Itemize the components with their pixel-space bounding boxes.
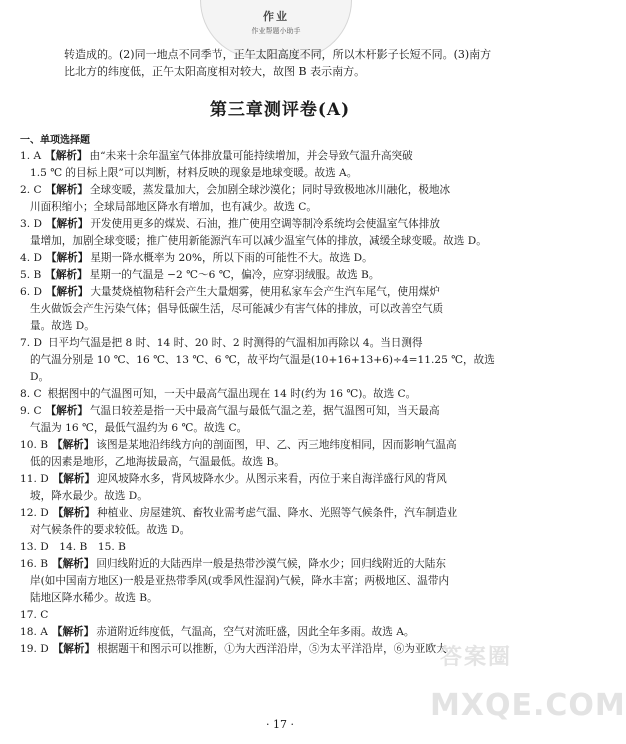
intro-paragraph	[64, 46, 504, 80]
answer-key: 10. B	[20, 439, 48, 451]
answer-first-line	[20, 541, 132, 553]
answer-item	[20, 624, 540, 641]
analysis-tag: 【解析】	[45, 218, 89, 230]
answer-text: 坡，降水最少。故选 D。	[30, 490, 148, 502]
answer-item	[20, 386, 540, 403]
answer-first-line	[20, 218, 440, 230]
stamp-subtitle: 作业帮题小助手	[251, 27, 301, 35]
answer-text: 对气候条件的要求较低。故选 D。	[30, 524, 191, 536]
answer-first-line	[20, 337, 423, 349]
stamp-title: 作业	[263, 10, 289, 23]
answer-text: 星期一降水概率为 20%，所以下雨的可能性不大。故选 D。	[90, 252, 373, 264]
answer-first-line	[20, 473, 447, 485]
answer-item	[20, 505, 540, 539]
answer-text: 低的因素是地形，乙地海拔最高，气温最低。故选 B。	[30, 456, 285, 468]
answer-first-line	[20, 286, 440, 298]
answer-key: 9. C	[20, 405, 42, 417]
answer-item	[20, 641, 540, 658]
answer-item	[20, 556, 540, 607]
analysis-tag: 【解析】	[45, 184, 88, 196]
analysis-tag: 【解析】	[45, 150, 88, 162]
answer-first-line	[20, 609, 54, 621]
answer-first-line	[20, 388, 416, 400]
answer-item	[20, 437, 540, 471]
answer-first-line	[20, 252, 373, 264]
answer-text: 迎风坡降水多，背风坡降水少。从图示来看，丙位于来自海洋盛行风的背风	[97, 473, 447, 485]
answer-key: 5. B	[20, 269, 42, 281]
section-heading: 一、单项选择题	[20, 135, 90, 146]
answer-text: 岸(如中国南方地区)一般是亚热带季风(或季风性湿润)气候，降水丰富；两极地区、温带内	[30, 575, 450, 587]
analysis-tag: 【解析】	[45, 252, 89, 264]
answer-text: 陆地区降水稀少。故选 B。	[30, 592, 158, 604]
answer-text: 种植业、房屋建筑、畜牧业需考虑气温、降水、光照等气候条件，汽车制造业	[97, 507, 458, 519]
answer-text: 1.5 ℃ 的目标上限”可以判断，材料反映的现象是地球变暖。故选 A。	[30, 167, 358, 179]
answer-first-line	[20, 626, 414, 638]
answer-first-line	[20, 439, 457, 451]
analysis-tag: 【解析】	[51, 626, 95, 638]
answer-text: 量增加，加剧全球变暖；推广使用新能源汽车可以减少温室气体的排放，减缓全球变暖。故选 D。	[30, 235, 487, 247]
answer-item	[20, 250, 540, 267]
answer-text: 川面积缩小；全球局部地区降水有增加，也有减少。故选 C。	[30, 201, 317, 213]
analysis-tag: 【解析】	[52, 558, 95, 570]
answer-text: 星期一的气温是 −2 ℃～6 ℃，偏冷，应穿羽绒服。故选 B。	[89, 269, 380, 281]
answer-key: 1. A	[20, 150, 42, 162]
answer-key: 4. D	[20, 252, 42, 264]
answer-key: 2. C	[20, 184, 42, 196]
answer-key: 17. C	[20, 609, 49, 621]
answer-key: 12. D	[20, 507, 49, 519]
answer-text: 根据图中的气温图可知，一天中最高气温出现在 14 时(约为 16 ℃)。故选 C。	[47, 388, 417, 400]
answer-first-line	[20, 405, 440, 417]
answer-text: D。	[30, 371, 50, 383]
answer-key: 3. D	[20, 218, 42, 230]
watermark-bottom: MXQE.COM	[430, 688, 626, 723]
answer-item	[20, 284, 540, 335]
answer-item	[20, 471, 540, 505]
answer-first-line	[20, 643, 447, 655]
answer-first-line	[20, 269, 379, 281]
analysis-tag: 【解析】	[52, 473, 96, 485]
answer-item	[20, 267, 540, 284]
answer-key: 13. D 14. B 15. B	[20, 541, 126, 553]
answer-item	[20, 216, 540, 250]
answer-text: 气温日较差是指一天中最高气温与最低气温之差，据气温图可知，当天最高	[89, 405, 440, 417]
answer-text: 由“未来十余年温室气体排放量可能持续增加，并会导致气温升高突破	[89, 150, 413, 162]
analysis-tag: 【解析】	[45, 286, 89, 298]
analysis-tag: 【解析】	[45, 405, 88, 417]
answer-key: 16. B	[20, 558, 48, 570]
answer-item	[20, 148, 540, 182]
answer-text: 该图是某地沿纬线方向的剖面图，甲、乙、丙三地纬度相同，因而影响气温高	[96, 439, 457, 451]
answer-key: 19. D	[20, 643, 49, 655]
answer-text: 的气温分别是 10 ℃、16 ℃、13 ℃、6 ℃，故平均气温是(10+16+13+6)÷4=11.25 ℃，故选	[30, 354, 495, 366]
intro-line: 转造成的。(2)同一地点不同季节，正午太阳高度不同，所以木杆影子长短不同。(3)南方	[64, 48, 492, 61]
answer-text: 生火做饭会产生污染气体；倡导低碳生活，尽可能减少有害气体的排放，可以改善空气质	[30, 303, 444, 315]
answer-text: 根据题干和图示可以推断，①为大西洋沿岸，⑤为太平洋沿岸，⑥为亚欧大	[97, 643, 447, 655]
answer-text: 大量焚烧植物秸秆会产生大量烟雾，使用私家车会产生汽车尾气，使用煤炉	[90, 286, 440, 298]
intro-line: 比北方的纬度低，正午太阳高度相对较大，故图 B 表示南方。	[64, 65, 366, 78]
analysis-tag: 【解析】	[52, 439, 95, 451]
answer-first-line	[20, 558, 446, 570]
answer-key: 7. D	[20, 337, 42, 349]
answer-text: 赤道附近纬度低，气温高，空气对流旺盛，因此全年多雨。故选 A。	[96, 626, 415, 638]
answer-key: 8. C	[20, 388, 42, 400]
chapter-title: 第三章测评卷(A)	[209, 100, 351, 120]
answer-item	[20, 539, 540, 556]
answer-key: 11. D	[20, 473, 49, 485]
answer-text: 日平均气温是把 8 时、14 时、20 时、2 时测得的气温相加再除以 4。当日测得	[47, 337, 423, 349]
answer-key: 18. A	[20, 626, 48, 638]
analysis-tag: 【解析】	[45, 269, 88, 281]
watermark-top: 答案圈	[440, 645, 513, 670]
analysis-tag: 【解析】	[52, 643, 96, 655]
answer-first-line	[20, 150, 413, 162]
answer-key: 6. D	[20, 286, 42, 298]
answer-item	[20, 335, 540, 386]
answer-first-line	[20, 184, 450, 196]
answer-list	[20, 148, 540, 658]
answer-text: 气温为 16 ℃，最低气温约为 6 ℃。故选 C。	[30, 422, 248, 434]
answer-text: 全球变暖，蒸发量加大，会加剧全球沙漠化；同时导致极地冰川融化，极地冰	[89, 184, 451, 196]
answer-first-line	[20, 507, 457, 519]
answer-item	[20, 403, 540, 437]
analysis-tag: 【解析】	[52, 507, 96, 519]
answer-text: 回归线附近的大陆西岸一般是热带沙漠气候，降水少；回归线附近的大陆东	[96, 558, 446, 570]
page-number: · 17 ·	[266, 718, 294, 731]
answer-item	[20, 607, 540, 624]
answer-text: 开发使用更多的煤炭、石油，推广使用空调等制冷系统均会使温室气体排放	[90, 218, 440, 230]
answer-text: 量。故选 D。	[30, 320, 95, 332]
answer-item	[20, 182, 540, 216]
